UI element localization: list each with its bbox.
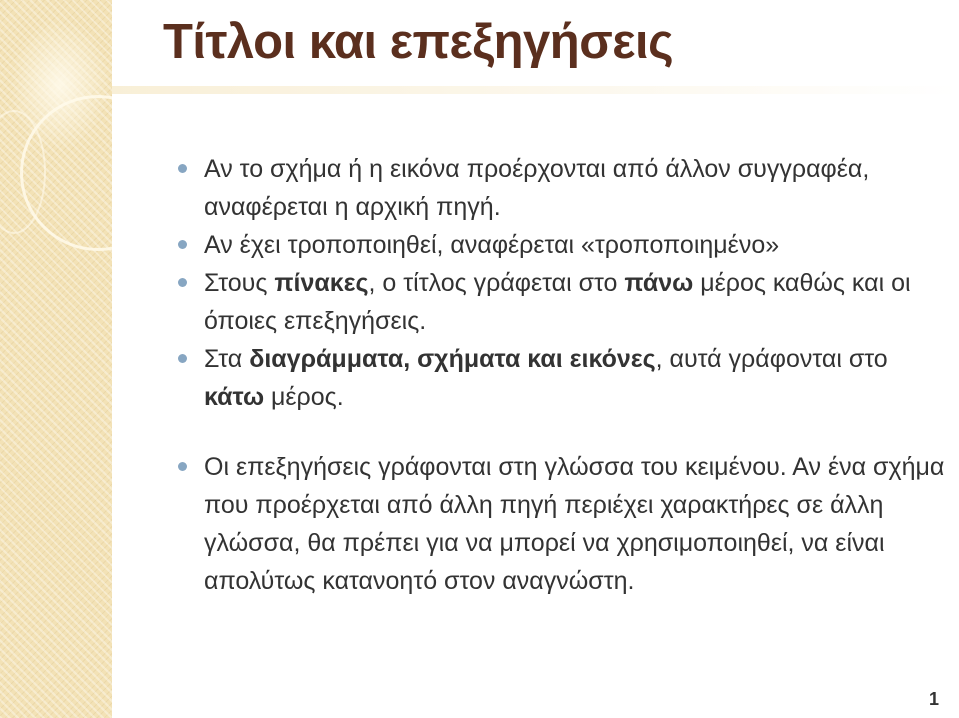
bullet-item [178,150,948,226]
bullet-text-bold: διαγράμματα, σχήματα και εικόνες [249,345,656,373]
bullet-dot-icon [178,164,187,173]
bullet-text: Αν έχει τροποποιηθεί, αναφέρεται «τροποποιημένο» [204,231,780,259]
bullet-text: Οι επεξηγήσεις γράφονται στη γλώσσα του κειμένου. Αν ένα σχήμα που προέρχεται από άλλη πηγή περιέχει χαρακτήρες σε άλλη γλώσσα, θα πρέπει για να μπορεί να χρησιμοποιηθεί, να είναι απολύτως κατανοητό στον αναγνώστη. [204,453,945,595]
bullet-dot-icon [178,354,187,363]
slide-title: Τίτλοι και επεξηγήσεις [163,15,674,69]
bullet-text-bold: κάτω [204,383,265,411]
bullet-text: Στους [204,269,275,297]
bullet-text-bold: πίνακες [274,269,369,297]
title-underline-band [112,86,959,94]
bullet-text: , αυτά γράφονται στο [655,345,888,373]
bullet-item [178,264,948,340]
decorative-side-strip [0,0,112,718]
bullet-text: Αν το σχήμα ή η εικόνα προέρχονται από άλλον συγγραφέα, αναφέρεται η αρχική πηγή. [204,155,870,221]
bullet-text: μέρος. [264,383,344,411]
bullet-item [178,226,948,264]
bullet-item [178,340,948,416]
page-number: 1 [928,689,939,709]
bullet-text: Στα [204,345,250,373]
bullet-list [178,150,948,600]
bullet-item [178,448,948,600]
bullet-dot-icon [178,240,187,249]
bullet-text: μέρος καθώς και οι όποιες επεξηγήσεις. [204,269,911,335]
bullet-dot-icon [178,462,187,471]
bullet-dot-icon [178,278,187,287]
bullet-text-bold: πάνω [624,269,694,297]
bullet-text: , ο τίτλος γράφεται στο [368,269,625,297]
